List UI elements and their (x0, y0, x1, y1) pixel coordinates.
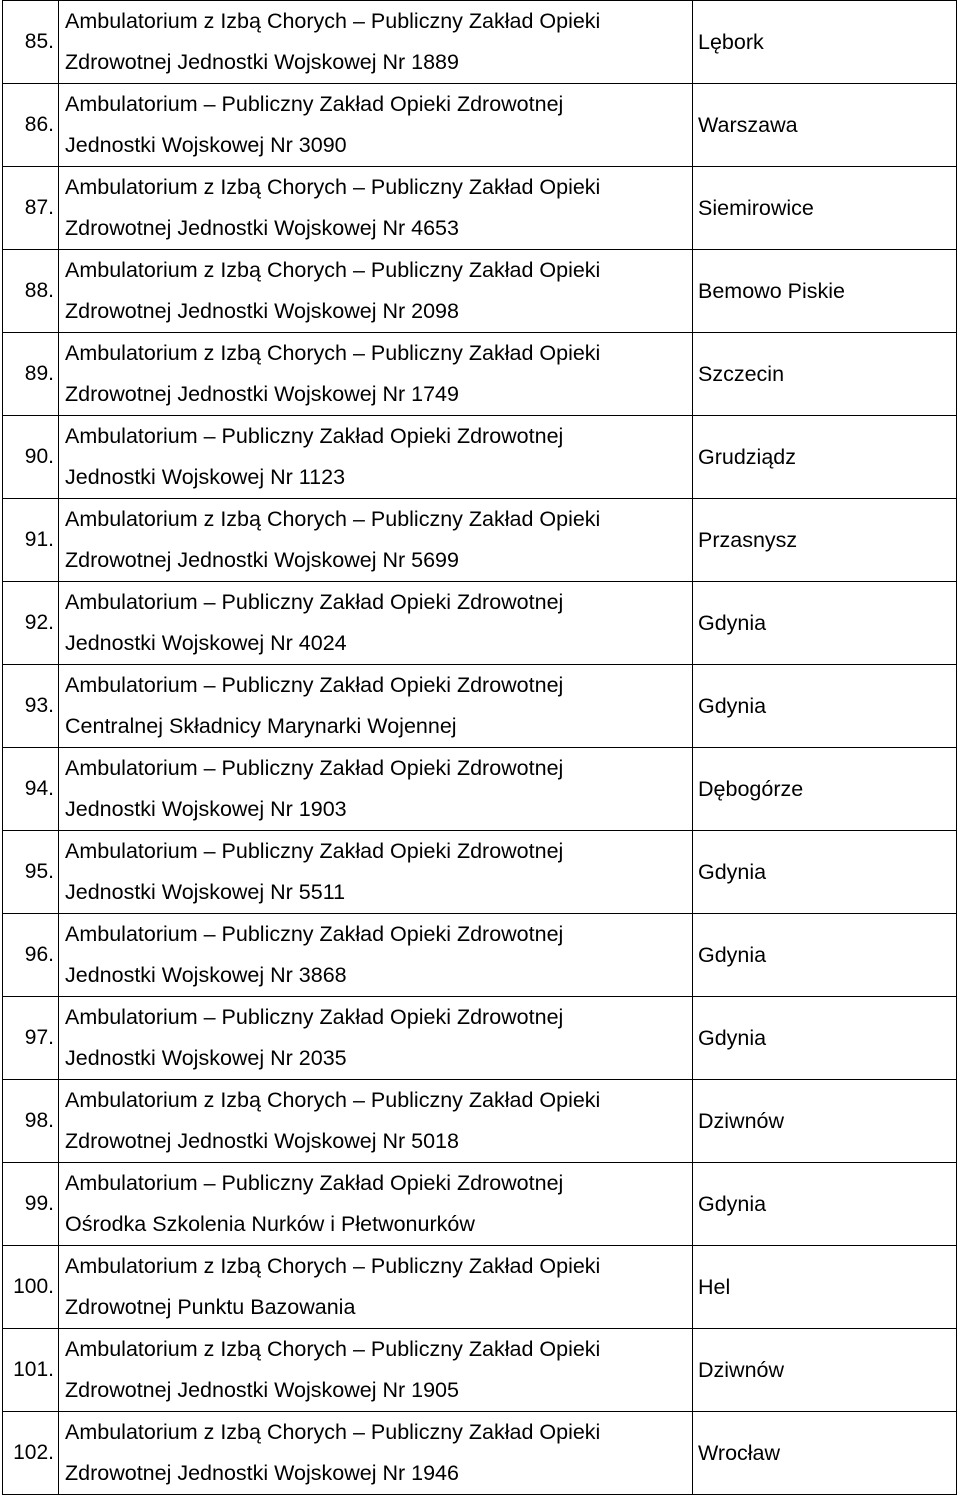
facility-name-line1: Ambulatorium – Publiczny Zakład Opieki Zdrowotnej (65, 1171, 564, 1195)
facility-name-line2: Jednostki Wojskowej Nr 1123 (65, 465, 346, 489)
facility-name-line2: Jednostki Wojskowej Nr 1903 (65, 797, 347, 821)
row-number: 87. (3, 167, 59, 250)
facility-name-line1: Ambulatorium z Izbą Chorych – Publiczny Zakład Opieki (65, 1337, 601, 1361)
facility-name-line1: Ambulatorium – Publiczny Zakład Opieki Zdrowotnej (65, 756, 564, 780)
facility-name-line1: Ambulatorium z Izbą Chorych – Publiczny Zakład Opieki (65, 175, 601, 199)
table-row (3, 582, 957, 665)
facility-name-line1: Ambulatorium z Izbą Chorych – Publiczny Zakład Opieki (65, 1254, 601, 1278)
row-number: 95. (3, 831, 59, 914)
facility-name-line2: Zdrowotnej Jednostki Wojskowej Nr 1946 (65, 1461, 459, 1485)
table-row (3, 416, 957, 499)
facility-name-line1: Ambulatorium – Publiczny Zakład Opieki Zdrowotnej (65, 424, 564, 448)
facility-name-line1: Ambulatorium – Publiczny Zakład Opieki Zdrowotnej (65, 590, 564, 614)
facility-name (59, 416, 693, 499)
facilities-table-body (3, 1, 957, 1495)
table-row (3, 914, 957, 997)
row-number: 97. (3, 997, 59, 1080)
facility-name-line1: Ambulatorium z Izbą Chorych – Publiczny Zakład Opieki (65, 258, 601, 282)
facility-name-line2: Jednostki Wojskowej Nr 5511 (65, 880, 346, 904)
row-number: 85. (3, 1, 59, 84)
facility-name (59, 250, 693, 333)
facility-name-line2: Centralnej Składnicy Marynarki Wojennej (65, 714, 457, 738)
table-row (3, 333, 957, 416)
facility-name (59, 1163, 693, 1246)
facility-name (59, 997, 693, 1080)
facility-city: Bemowo Piskie (693, 250, 957, 333)
row-number: 89. (3, 333, 59, 416)
facility-name-line1: Ambulatorium – Publiczny Zakład Opieki Zdrowotnej (65, 92, 564, 116)
facility-name-line2: Jednostki Wojskowej Nr 4024 (65, 631, 347, 655)
table-row (3, 1080, 957, 1163)
facility-name-line1: Ambulatorium z Izbą Chorych – Publiczny Zakład Opieki (65, 341, 601, 365)
table-row (3, 84, 957, 167)
facility-name-line2: Zdrowotnej Punktu Bazowania (65, 1295, 356, 1319)
facility-city: Dębogórze (693, 748, 957, 831)
row-number: 90. (3, 416, 59, 499)
facility-name-line2: Zdrowotnej Jednostki Wojskowej Nr 5018 (65, 1129, 459, 1153)
facility-name-line2: Zdrowotnej Jednostki Wojskowej Nr 1889 (65, 50, 459, 74)
facility-name-line2: Jednostki Wojskowej Nr 3090 (65, 133, 347, 157)
facility-name-line1: Ambulatorium – Publiczny Zakład Opieki Zdrowotnej (65, 922, 564, 946)
facility-city: Gdynia (693, 582, 957, 665)
facility-name-line2: Zdrowotnej Jednostki Wojskowej Nr 5699 (65, 548, 459, 572)
table-row (3, 250, 957, 333)
table-row (3, 1246, 957, 1329)
facility-name-line2: Zdrowotnej Jednostki Wojskowej Nr 1905 (65, 1378, 459, 1402)
facility-city: Szczecin (693, 333, 957, 416)
facility-name-line2: Zdrowotnej Jednostki Wojskowej Nr 1749 (65, 382, 459, 406)
table-row (3, 167, 957, 250)
table-row (3, 1163, 957, 1246)
facility-name (59, 1412, 693, 1495)
facility-city: Siemirowice (693, 167, 957, 250)
facility-name-line1: Ambulatorium – Publiczny Zakład Opieki Zdrowotnej (65, 673, 564, 697)
row-number: 96. (3, 914, 59, 997)
facility-city: Gdynia (693, 831, 957, 914)
table-row (3, 997, 957, 1080)
facility-city: Lębork (693, 1, 957, 84)
table-row (3, 748, 957, 831)
facility-city: Grudziądz (693, 416, 957, 499)
facility-name-line2: Jednostki Wojskowej Nr 3868 (65, 963, 347, 987)
facility-city: Dziwnów (693, 1080, 957, 1163)
facility-name (59, 1, 693, 84)
table-row (3, 1329, 957, 1412)
facility-name (59, 167, 693, 250)
row-number: 88. (3, 250, 59, 333)
facility-name (59, 831, 693, 914)
table-row (3, 499, 957, 582)
facility-name (59, 333, 693, 416)
facility-name-line2: Ośrodka Szkolenia Nurków i Płetwonurków (65, 1212, 475, 1236)
facility-name (59, 1246, 693, 1329)
facility-city: Warszawa (693, 84, 957, 167)
facility-city: Przasnysz (693, 499, 957, 582)
facility-name-line1: Ambulatorium z Izbą Chorych – Publiczny Zakład Opieki (65, 1420, 601, 1444)
facility-name (59, 748, 693, 831)
facility-name-line1: Ambulatorium – Publiczny Zakład Opieki Zdrowotnej (65, 839, 564, 863)
facility-name (59, 665, 693, 748)
facility-name (59, 84, 693, 167)
facility-city: Gdynia (693, 914, 957, 997)
facility-name-line2: Jednostki Wojskowej Nr 2035 (65, 1046, 347, 1070)
facility-city: Wrocław (693, 1412, 957, 1495)
facility-name (59, 1329, 693, 1412)
facility-name-line1: Ambulatorium z Izbą Chorych – Publiczny Zakład Opieki (65, 1088, 601, 1112)
facility-name (59, 582, 693, 665)
facility-city: Dziwnów (693, 1329, 957, 1412)
table-row (3, 1, 957, 84)
row-number: 101. (3, 1329, 59, 1412)
facility-name (59, 914, 693, 997)
row-number: 91. (3, 499, 59, 582)
facility-name (59, 499, 693, 582)
row-number: 100. (3, 1246, 59, 1329)
row-number: 92. (3, 582, 59, 665)
facility-name-line1: Ambulatorium – Publiczny Zakład Opieki Zdrowotnej (65, 1005, 564, 1029)
facility-name-line2: Zdrowotnej Jednostki Wojskowej Nr 4653 (65, 216, 459, 240)
row-number: 86. (3, 84, 59, 167)
table-row (3, 665, 957, 748)
facility-city: Gdynia (693, 997, 957, 1080)
facility-name (59, 1080, 693, 1163)
facility-city: Gdynia (693, 1163, 957, 1246)
facility-city: Hel (693, 1246, 957, 1329)
facilities-table (2, 0, 957, 1495)
row-number: 98. (3, 1080, 59, 1163)
row-number: 102. (3, 1412, 59, 1495)
table-row (3, 831, 957, 914)
row-number: 99. (3, 1163, 59, 1246)
row-number: 93. (3, 665, 59, 748)
facility-name-line1: Ambulatorium z Izbą Chorych – Publiczny Zakład Opieki (65, 9, 601, 33)
facility-name-line1: Ambulatorium z Izbą Chorych – Publiczny Zakład Opieki (65, 507, 601, 531)
table-row (3, 1412, 957, 1495)
facility-name-line2: Zdrowotnej Jednostki Wojskowej Nr 2098 (65, 299, 459, 323)
facility-city: Gdynia (693, 665, 957, 748)
row-number: 94. (3, 748, 59, 831)
